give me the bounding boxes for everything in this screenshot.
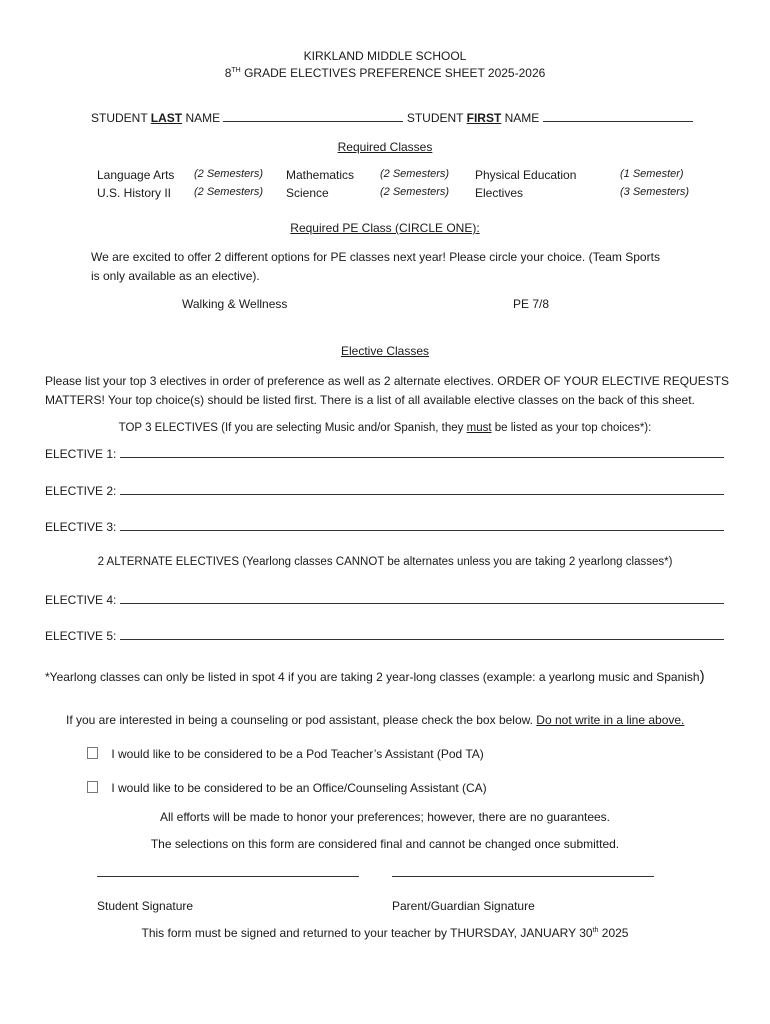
class-duration: (2 Semesters) — [380, 186, 450, 198]
elective-2-field[interactable] — [120, 483, 724, 495]
class-name: Physical Education — [475, 168, 577, 182]
class-name: Electives — [475, 186, 524, 200]
elective-3-row: ELECTIVE 3: — [45, 519, 724, 534]
elective-5-row: ELECTIVE 5: — [45, 628, 724, 643]
notice-line-1: All efforts will be made to honor your preferences; however, there are no guarantees. — [159, 810, 611, 824]
parent-signature-label: Parent/Guardian Signature — [392, 899, 535, 913]
pe-description: We are excited to offer 2 different options for PE classes next year! Please circle your choice. (Team Sports is only available as an elective). — [91, 250, 660, 283]
pe-option-walking[interactable]: Walking & Wellness — [182, 297, 288, 311]
elective-4-field[interactable] — [120, 592, 724, 604]
parent-signature-field[interactable] — [392, 876, 654, 877]
class-name: Science — [286, 186, 329, 200]
pod-ta-option: I would like to be considered to be a Pod Teacher’s Assistant (Pod TA) — [87, 747, 484, 761]
class-duration: (2 Semesters) — [194, 168, 264, 180]
school-name: KIRKLAND MIDDLE SCHOOL — [303, 49, 467, 63]
yearlong-footnote: *Yearlong classes can only be listed in spot 4 if you are taking 2 year-long classes (example: a yearlong music and Spanish) — [45, 668, 705, 685]
elective-3-field[interactable] — [120, 519, 724, 531]
last-name-field[interactable] — [223, 110, 403, 122]
student-signature-label: Student Signature — [97, 899, 194, 913]
class-name: Mathematics — [286, 168, 355, 182]
top3-heading: TOP 3 ELECTIVES (If you are selecting Music and/or Spanish, they must be listed as your top choices*): — [118, 422, 652, 434]
alternates-heading: 2 ALTERNATE ELECTIVES (Yearlong classes CANNOT be alternates unless you are taking 2 yearlong classes*) — [97, 556, 673, 568]
elective-5-field[interactable] — [120, 628, 724, 640]
sheet-title: 8TH GRADE ELECTIVES PREFERENCE SHEET 2025-2026 — [224, 66, 546, 80]
class-name: U.S. History II — [97, 186, 172, 200]
elective-1-row: ELECTIVE 1: — [45, 446, 724, 461]
student-signature-field[interactable] — [97, 876, 359, 877]
deadline-notice: This form must be signed and returned to your teacher by THURSDAY, JANUARY 30th 2025 — [141, 926, 629, 940]
class-name: Language Arts — [97, 168, 175, 182]
class-duration: (1 Semester) — [620, 168, 684, 180]
ca-checkbox[interactable] — [87, 781, 98, 793]
assistant-intro: If you are interested in being a counseling or pod assistant, please check the box below. Do not write in a line above. — [66, 713, 685, 727]
elective-2-row: ELECTIVE 2: — [45, 483, 724, 498]
required-heading: Required Classes — [337, 140, 433, 154]
pe-heading: Required PE Class (CIRCLE ONE): — [290, 221, 480, 235]
pod-ta-checkbox[interactable] — [87, 747, 98, 759]
class-duration: (3 Semesters) — [620, 186, 690, 198]
class-duration: (2 Semesters) — [380, 168, 450, 180]
notice-line-2: The selections on this form are considered final and cannot be changed once submitted. — [150, 837, 620, 851]
elective-1-field[interactable] — [120, 446, 724, 458]
ca-option: I would like to be considered to be an Office/Counseling Assistant (CA) — [87, 781, 487, 795]
student-name-line: STUDENT LAST NAME STUDENT FIRST NAME — [91, 110, 693, 125]
pe-option-pe78[interactable]: PE 7/8 — [513, 297, 550, 311]
electives-description: Please list your top 3 electives in order of preference as well as 2 alternate electives. ORDER OF YOUR ELECTIVE REQUESTS MATTERS! Your top choice(s) should be listed first. There is a list of all available elective classes on the back of this sheet. — [45, 374, 730, 407]
class-duration: (2 Semesters) — [194, 186, 264, 198]
elective-4-row: ELECTIVE 4: — [45, 592, 724, 607]
electives-heading: Elective Classes — [340, 344, 430, 358]
first-name-field[interactable] — [543, 110, 693, 122]
